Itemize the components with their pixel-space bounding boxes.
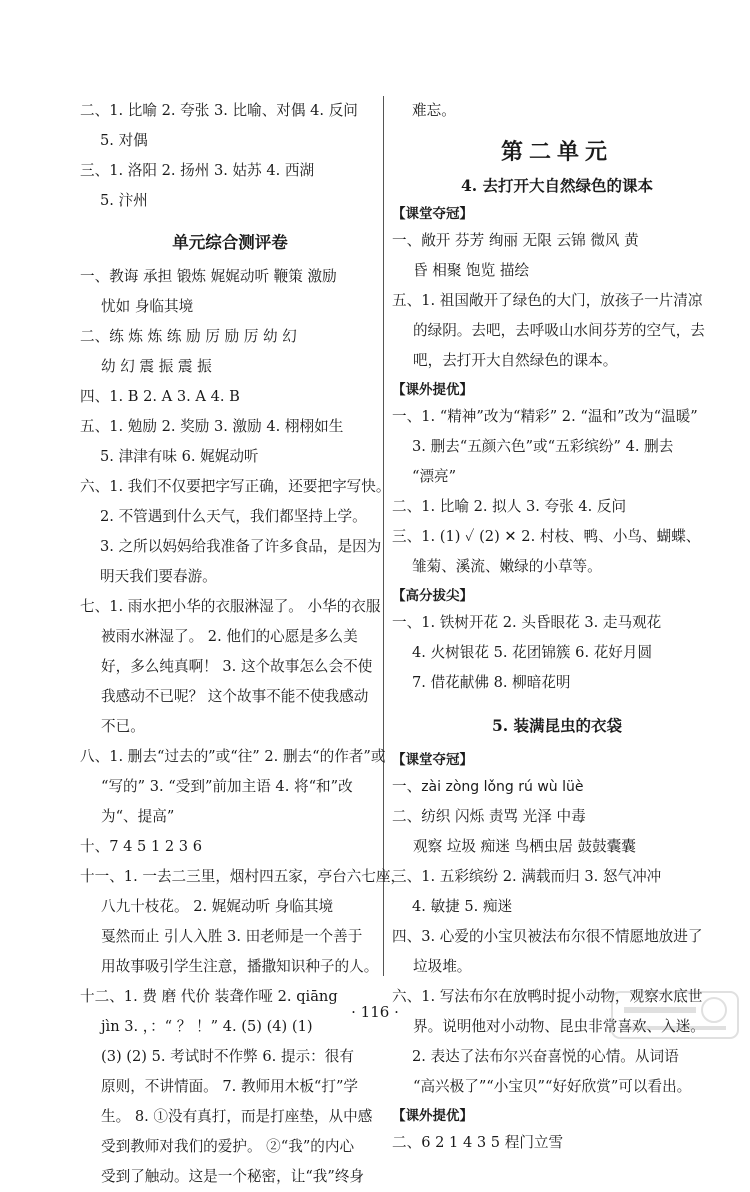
pinyin-line: [392, 772, 722, 802]
answer-line: 难忘。: [412, 102, 456, 119]
answer-line: 五、1. 勉励 2. 奖励 3. 激励 4. 栩栩如生: [80, 418, 344, 435]
pinyin-text: zài zòng lǒng rú wù lüè: [421, 779, 584, 795]
answer-line: 4. 火树银花 5. 花团锦簇 6. 花好月圆: [412, 644, 653, 661]
answer-line: “漂亮”: [412, 468, 457, 485]
answer-line: 三、1. 五彩缤纷 2. 满载而归 3. 怒气冲冲: [392, 868, 662, 885]
section-title: 单元综合测评卷: [172, 233, 288, 252]
section-tag: 【课堂夺冠】: [392, 752, 473, 768]
answer-line: 一、1. “精神”改为“精彩” 2. “温和”改为“温暖”: [392, 408, 698, 425]
answer-line: 我感动不已呢？ 这个故事不能不使我感动: [101, 688, 369, 705]
answer-line: 二、1. 比喻 2. 夸张 3. 比喻、对偶 4. 反问: [80, 102, 358, 119]
answer-line: 为“、提高”: [101, 808, 175, 825]
answer-line: jìn 3. ，：“ ？ ！” 4. (5) (4) (1): [101, 1018, 313, 1035]
section-tag: 【课外提优】: [392, 1108, 473, 1124]
answer-line: 幼 幻 震 振 震 振: [101, 358, 212, 375]
answer-line: 2. 表达了法布尔兴奋喜悦的心情。从词语: [412, 1048, 679, 1065]
answer-line: “高兴极了”“小宝贝”“好好欣赏”可以看出。: [413, 1078, 692, 1095]
answer-line: 5. 对偶: [100, 132, 148, 149]
answer-line: 三、1. 洛阳 2. 扬州 3. 姑苏 4. 西湖: [80, 162, 315, 179]
section-tag: 【课外提优】: [392, 382, 473, 398]
left-column: [80, 96, 406, 1192]
answer-line: 界。说明他对小动物、昆虫非常喜欢、入迷。: [413, 1018, 705, 1035]
answer-line: 六、1. 写法布尔在放鸭时捉小动物，观察水底世: [392, 988, 703, 1005]
answer-line: 十、7 4 5 1 2 3 6: [80, 838, 203, 855]
answer-line: 七、1. 雨水把小华的衣服淋湿了。 小华的衣服: [80, 598, 381, 615]
answer-line: 好，多么纯真啊！ 3. 这个故事怎么会不使: [101, 658, 373, 675]
answer-line: 生。 8. ①没有真打，而是打座垫，从中感: [101, 1108, 373, 1125]
watermark-logo: [610, 990, 740, 1040]
answer-line: 原则，不讲情面。 7. 教师用木板“打”学: [101, 1078, 359, 1095]
answer-line: 雏菊、溪流、嫩绿的小草等。: [412, 558, 602, 575]
column-divider: [383, 96, 384, 976]
answer-line: 3. 之所以妈妈给我准备了许多食品，是因为: [100, 538, 382, 555]
answer-line: “写的” 3. “受到”前加主语 4. 将“和”改: [101, 778, 353, 795]
answer-line: 二、练 炼 炼 练 励 厉 励 厉 幼 幻: [80, 328, 297, 345]
answer-line: 被雨水淋湿了。 2. 他们的心愿是多么美: [101, 628, 358, 645]
answer-line: 忧如 身临其境: [101, 298, 194, 315]
answer-line: 受到了触动。这是一个秘密，让“我”终身: [101, 1168, 365, 1185]
answer-line: 六、1. 我们不仅要把字写正确，还要把字写快。: [80, 478, 391, 495]
answer-line: 2. 不管遇到什么天气，我们都坚持上学。: [100, 508, 367, 525]
answer-line: 4. 敏捷 5. 痴迷: [412, 898, 513, 915]
unit-title: 第二单元: [500, 139, 613, 165]
answer-line: 四、1. B 2. A 3. A 4. B: [80, 388, 240, 405]
answer-line: 明天我们要春游。: [100, 568, 217, 585]
answer-line: 戛然而止 引人入胜 3. 田老师是一个善于: [101, 928, 363, 945]
answer-line: 四、3. 心爱的小宝贝被法布尔很不情愿地放进了: [392, 928, 703, 945]
answer-line: 5. 津津有味 6. 娓娓动听: [100, 448, 259, 465]
answer-line: 不已。: [101, 718, 145, 735]
answer-line: 的绿阴。去吧，去呼吸山水间芬芳的空气，去: [413, 322, 705, 339]
section-tag: 【课堂夺冠】: [392, 206, 473, 222]
answer-line: 吧，去打开大自然绿色的课本。: [413, 352, 618, 369]
answer-line: (3) (2) 5. 考试时不作弊 6. 提示：很有: [101, 1048, 354, 1065]
lesson-title: 5. 装满昆虫的衣袋: [491, 716, 623, 735]
answer-line: 7. 借花献佛 8. 柳暗花明: [412, 674, 571, 691]
answer-line: 二、1. 比喻 2. 拟人 3. 夸张 4. 反问: [392, 498, 627, 515]
page-number: · 116 ·: [351, 1003, 399, 1021]
answer-line: 二、6 2 1 4 3 5 程门立雪: [392, 1134, 564, 1151]
answer-line: 受到教师对我们的爱护。 ②“我”的内心: [101, 1138, 355, 1155]
answer-line: 十二、1. 费 磨 代价 装聋作哑 2. qiāng: [80, 988, 338, 1005]
answer-line: 八、1. 删去“过去的”或“往” 2. 删去“的作者”或: [80, 748, 386, 765]
answer-line: 一、教诲 承担 锻炼 娓娓动听 鞭策 激励: [80, 268, 337, 285]
answer-line: 三、1. (1) ✓ (2) ✕ 2. 村枝、鸭、小鸟、蝴蝶、: [392, 528, 701, 545]
answer-line: 5. 汴州: [100, 192, 148, 209]
pinyin-prefix: 一、: [392, 778, 422, 795]
section-tag: 【高分拔尖】: [392, 588, 473, 604]
answer-line: 一、敞开 芬芳 绚丽 无限 云锦 微风 黄: [392, 232, 639, 249]
answer-line: 昏 相聚 饱览 描绘: [413, 262, 530, 279]
answer-line: 八九十枝花。 2. 娓娓动听 身临其境: [101, 898, 334, 915]
answer-line: 二、纺织 闪烁 责骂 光泽 中毒: [392, 808, 586, 825]
answer-line: 用故事吸引学生注意，播撒知识种子的人。: [101, 958, 379, 975]
lesson-title: 4. 去打开大自然绿色的课本: [460, 176, 654, 195]
answer-line: 垃圾堆。: [413, 958, 472, 975]
answer-line: 十一、1. 一去二三里，烟村四五家，亭台六七座，: [80, 868, 406, 885]
answer-line: 五、1. 祖国敞开了绿色的大门，放孩子一片清凉: [392, 292, 703, 309]
answer-line: 3. 删去“五颜六色”或“五彩缤纷” 4. 删去: [412, 438, 674, 455]
answer-line: 一、1. 铁树开花 2. 头昏眼花 3. 走马观花: [392, 614, 662, 631]
answer-line: 观察 垃圾 痴迷 鸟栖虫居 鼓鼓囊囊: [413, 838, 636, 855]
